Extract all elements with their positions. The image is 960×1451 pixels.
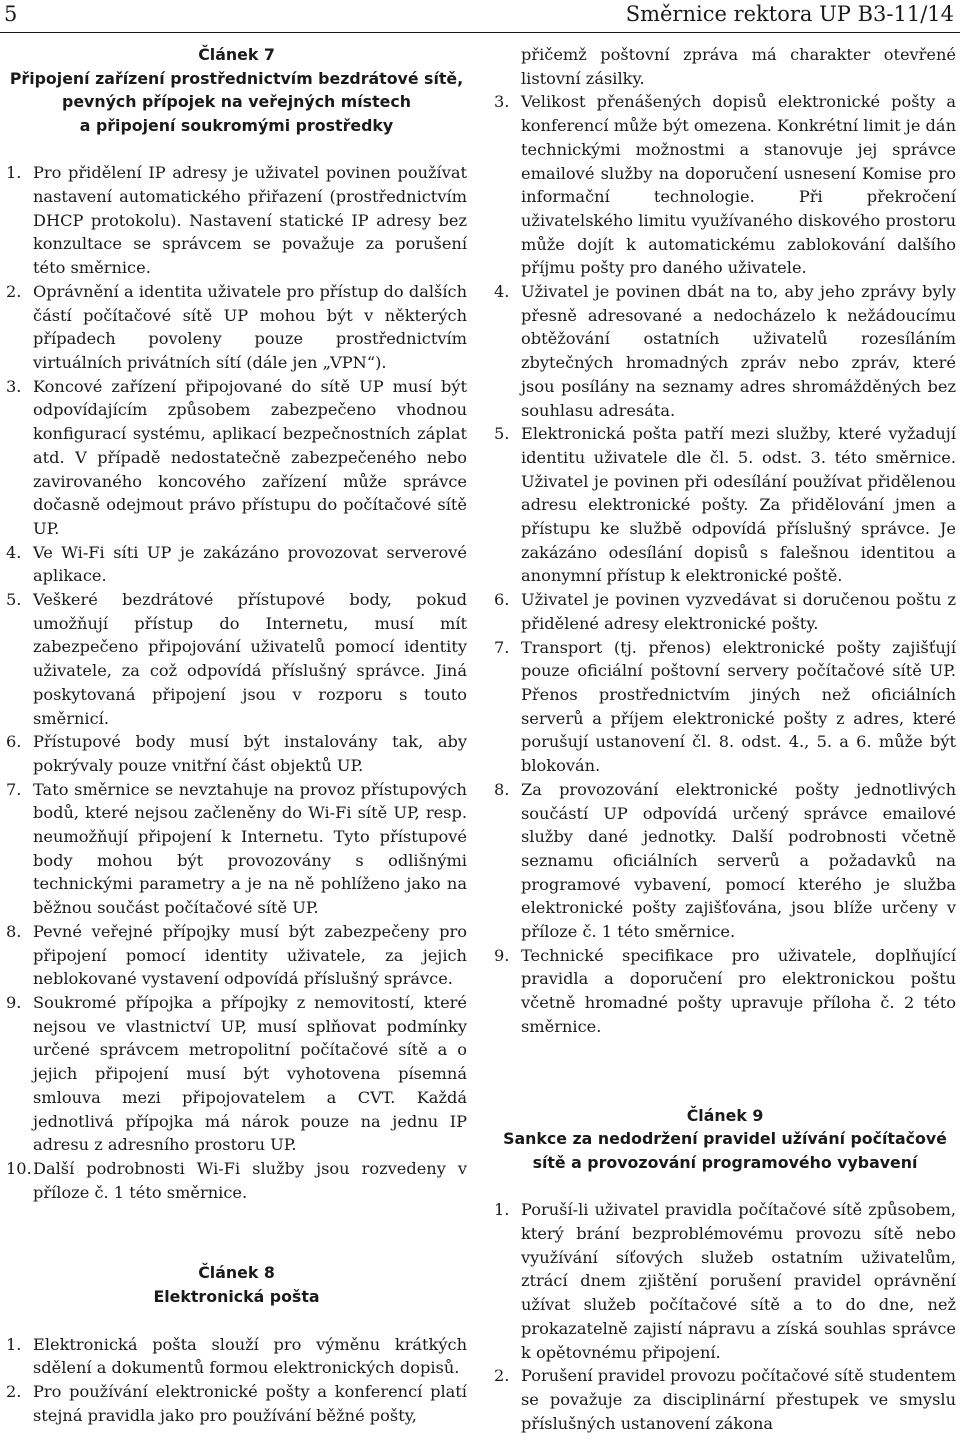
article-7-item [6,541,467,588]
left-column [6,43,467,1427]
item-number: 6. [6,732,22,752]
item-number: 3. [494,92,510,112]
article-7-item [6,991,467,1157]
item-number: 2. [6,281,22,301]
item-text: Poruší-li uživatel pravidla počítačové sítě způsobem, který brání bezproblémovému provozu sítě nebo využívání síťových služeb ostatním uživatelům, ztrácí dnem zjištění porušení pravidel oprávnění užívat služeb počítačové sítě a to do dne, než prokazatelně zajistí nápravu a získá souhlas správce k opětovnému připojení. [521,1200,956,1362]
item-number: 4. [6,542,22,562]
item-number: 7. [6,779,22,799]
item-text: Uživatel je povinen vyzvedávat si doručenou poštu z přidělené adresy elektronické pošty. [521,590,956,633]
item-text: Uživatel je povinen dbát na to, aby jeho zprávy byly přesně adresované a nedocházelo k nežádoucímu obtěžování ostatních uživatelů rozesíláním zbytečných hromadných zpráv nebo zpráv, které jsou posílány na seznamy adres shromážděných bez souhlasu adresáta. [521,282,956,420]
item-text: Soukromé přípojka a přípojky z nemovitostí, které nejsou ve vlastnictví UP, musí splňovat podmínky určené správcem metropolitní počítačové sítě a o jejich připojení musí být vyhotovena písemná smlouva mezi připojovatelem a CVT. Každá jednotlivá přípojka má nárok pouze na jednu IP adresu z adresního prostoru UP. [33,992,467,1155]
article-7-item [6,730,467,777]
item-text: Porušení pravidel provozu počítačové sítě studentem se považuje za disciplinární přestupek ve smyslu příslušných ustanovení zákona [521,1366,956,1433]
article-8-title: Elektronická pošta [153,1286,320,1306]
article-8-item [494,636,956,778]
item-text: Za provozování elektronické pošty jednotlivých součástí UP odpovídá určený správce emailové služby dané jednotky. Další podrobnosti včetně seznamu oficiálních serverů a požadavků na programové vybavení, pomocí kterého je služba elektronické pošty zajišťována, jsou blíže určeny v příloze č. 1 této směrnice. [521,779,956,942]
item-number: 8. [494,779,510,799]
article-8-item [6,1333,467,1380]
item-number: 3. [6,376,22,396]
item-text: Technické specifikace pro uživatele, doplňující pravidla a doporučení pro elektronickou poštu včetně hromadné pošty upravuje příloha č. 2 této směrnice. [521,945,956,1036]
running-title: Směrnice rektora UP B3-11/14 [625,2,954,26]
item-text: Pro používání elektronické pošty a konferencí platí stejná pravidla jako pro používání běžné pošty, [33,1381,467,1425]
article-7-item [6,1157,467,1204]
item-text: Transport (tj. přenos) elektronické pošty zajišťují pouze oficiální poštovní servery počítačové sítě UP. Přenos prostřednictvím jiných než oficiálních serverů a příjem elektronické pošty z adres, které porušují ustanovení čl. 8. odst. 4., 5. a 6. může být blokován. [521,637,956,776]
article-8-item [494,90,956,280]
article-9-item [494,1364,956,1435]
article-7-item [6,588,467,730]
article-8-item [494,778,956,944]
item-text: Velikost přenášených dopisů elektronické pošty a konferencí může být omezena. Konkrétní limit je dán technickými možnostmi a stanovuje jej správce emailové služby na doporučení usnesení Komise pro informační technologie. Při překročení uživatelského limitu využívaného diskového prostoru může dojít k automatickému zablokování dalšího příjmu pošty pro daného uživatele. [521,92,956,278]
item-number: 8. [6,921,22,941]
item-text: Veškeré bezdrátové přístupové body, pokud umožňují přístup do Internetu, musí mít zabezpečeno připojování uživatelů pomocí identity uživatele, za což odpovídá příslušný správce. Jiná poskytovaná připojení jsou v rozporu s touto směrnicí. [33,590,467,728]
article-7-item [6,161,467,280]
item-number: 9. [494,945,510,965]
article-9-title-line: Sankce za nedodržení pravidel užívání počítačové [503,1129,947,1149]
article-9-heading: Článek 9 [686,1105,764,1125]
article-8-item [494,422,956,588]
item-number: 1. [494,1200,510,1220]
item-text: Tato směrnice se nevztahuje na provoz přístupových bodů, které nejsou začleněny do Wi-Fi sítě UP, resp. neumožňují připojení k Internetu. Tyto přístupové body mohou být provozovány s odlišnými technickými parametry a je na ně pohlíženo jako na běžnou součást počítačové sítě UP. [33,779,467,918]
item-text: Další podrobnosti Wi-Fi služby jsou rozvedeny v příloze č. 1 této směrnice. [33,1158,467,1202]
item-number: 1. [6,163,22,183]
item-text: Elektronická pošta slouží pro výměnu krátkých sdělení a dokumentů formou elektronických dopisů. [33,1334,467,1378]
item-number: 10. [6,1158,32,1178]
item-text: Koncové zařízení připojované do sítě UP musí být odpovídajícím způsobem zabezpečeno vhodnou konfigurací systému, aplikací bezpečnostních záplat atd. V případě nedostatečně zabezpečeného nebo zavirovaného koncového zařízení může správce dočasně odejmout právo přístupu do počítačové sítě UP. [33,376,467,538]
item-number: 5. [494,424,510,444]
article-8-item [6,1380,467,1427]
article-8-heading: Článek 8 [198,1263,275,1283]
item-number: 9. [6,992,22,1012]
item-number: 4. [494,282,510,302]
article-8-item [494,280,956,422]
item-number: 2. [6,1381,22,1401]
article-7-title-line: a připojení soukromými prostředky [79,115,394,135]
right-column [494,43,956,1435]
continuation-text: přičemž poštovní zpráva má charakter otevřené listovní zásilky. [521,45,956,88]
article-7-item [6,280,467,375]
item-number: 6. [494,590,510,610]
article-9-title-line: sítě a provozování programového vybavení [532,1152,918,1172]
item-text: Oprávnění a identita uživatele pro přístup do dalších částí počítačové sítě UP mohou být v některých případech povoleny pouze prostřednictvím virtuálních privátních sítí (dále jen „VPN“). [33,281,467,372]
item-number: 5. [6,590,22,610]
article-7-item [6,778,467,920]
article-9-item [494,1198,956,1364]
item-text: Elektronická pošta patří mezi služby, které vyžadují identitu uživatele dle čl. 5. odst. 3. této směrnice. Uživatel je povinen při odesílání používat přidělenou adresu elektronické pošty. Za přidělování jmen a přístupu ke službě odpovídá příslušný správce. Je zakázáno odesílání dopisů s falešnou identitou a anonymní přístup k elektronické poště. [521,424,956,586]
item-text: Pro přidělení IP adresy je uživatel povinen používat nastavení automatického přiřazení (prostřednictvím DHCP protokolu). Nastavení statické IP adresy bez konzultace se správcem se považuje za porušení této směrnice. [33,163,467,278]
article-7-title-line: pevných přípojek na veřejných místech [62,92,411,112]
item-number: 2. [494,1366,510,1386]
article-7-item [6,920,467,991]
article-8-item [494,944,956,1039]
article-7-title-line: Připojení zařízení prostřednictvím bezdrátové sítě, [9,68,464,88]
article-7-item [6,375,467,541]
item-number: 1. [6,1334,22,1354]
item-text: Ve Wi-Fi síti UP je zakázáno provozovat serverové aplikace. [33,542,467,586]
article-7-heading: Článek 7 [198,45,275,64]
article-8-item [494,588,956,635]
item-text: Pevné veřejné přípojky musí být zabezpečeny pro připojení pomocí identity uživatele, za jejich neblokované vystavení odpovídá příslušný správce. [33,921,467,989]
page-number: 5 [4,2,18,26]
item-text: Přístupové body musí být instalovány tak, aby pokrývaly pouze vnitřní část objektů UP. [33,732,467,775]
item-number: 7. [494,637,510,657]
page-header [0,0,960,33]
